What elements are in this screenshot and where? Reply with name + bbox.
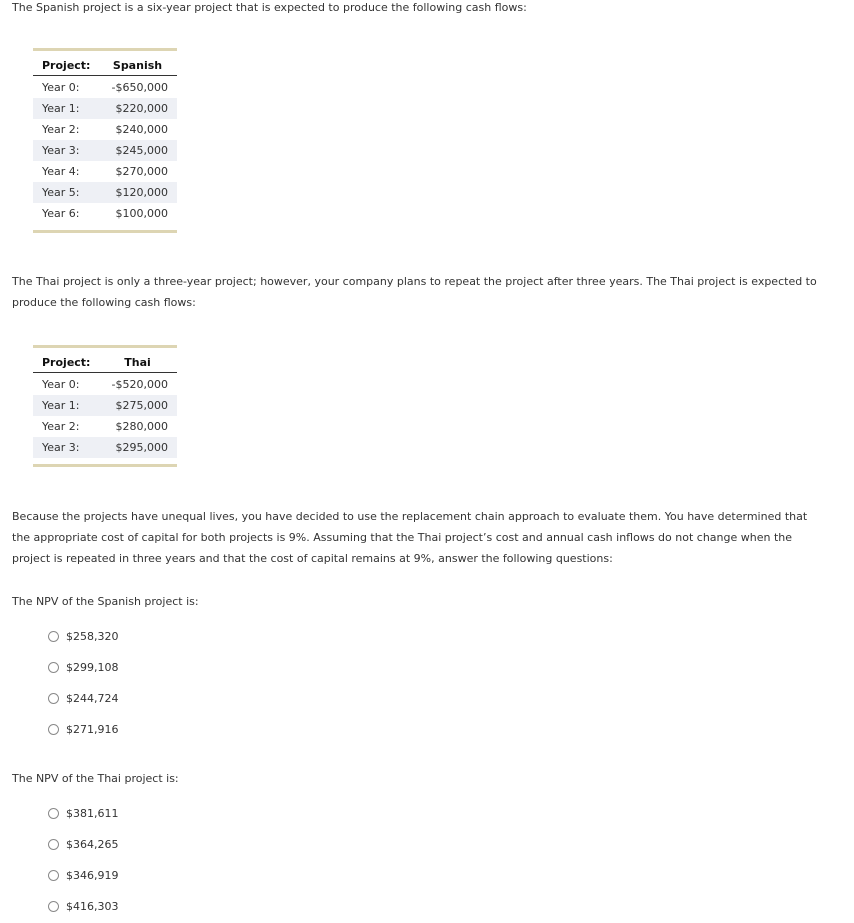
answer-option[interactable]: [48, 891, 119, 922]
spanish-npv-options: [48, 621, 119, 745]
cash-flow-value: $280,000: [115, 420, 168, 433]
radio-button[interactable]: [48, 808, 59, 819]
cash-flow-value: $245,000: [115, 144, 168, 157]
answer-option[interactable]: [48, 860, 119, 891]
table-row: [33, 182, 177, 203]
year-label: Year 4:: [42, 165, 80, 178]
radio-button[interactable]: [48, 693, 59, 704]
cash-flow-value: $270,000: [115, 165, 168, 178]
table-header: [33, 55, 177, 76]
year-label: Year 0:: [42, 81, 80, 94]
table-row: [33, 77, 177, 98]
table-row: [33, 416, 177, 437]
radio-button[interactable]: [48, 662, 59, 673]
question-thai-npv: The NPV of the Thai project is:: [12, 772, 179, 785]
table-row: [33, 395, 177, 416]
answer-option[interactable]: [48, 829, 119, 860]
answer-option[interactable]: [48, 683, 119, 714]
year-label: Year 0:: [42, 378, 80, 391]
table-row: [33, 140, 177, 161]
radio-button[interactable]: [48, 839, 59, 850]
question-spanish-npv: The NPV of the Spanish project is:: [12, 595, 199, 608]
option-label[interactable]: $416,303: [66, 900, 119, 913]
option-label[interactable]: $364,265: [66, 838, 119, 851]
answer-option[interactable]: [48, 714, 119, 745]
answer-option[interactable]: [48, 652, 119, 683]
thai-npv-options: [48, 798, 119, 922]
cash-flow-value: $275,000: [115, 399, 168, 412]
cash-flow-value: $100,000: [115, 207, 168, 220]
header-project-label: Project:: [42, 355, 91, 369]
table-row: [33, 119, 177, 140]
header-project-label: Project:: [42, 58, 91, 72]
option-label[interactable]: $244,724: [66, 692, 119, 705]
radio-button[interactable]: [48, 901, 59, 912]
answer-option[interactable]: [48, 798, 119, 829]
table-row: [33, 437, 177, 458]
table-row: [33, 374, 177, 395]
option-label[interactable]: $381,611: [66, 807, 119, 820]
thai-cash-flow-table: [33, 345, 177, 467]
cash-flow-value: -$520,000: [111, 378, 168, 391]
answer-option[interactable]: [48, 621, 119, 652]
cash-flow-value: $120,000: [115, 186, 168, 199]
intro-thai-text: The Thai project is only a three-year project; however, your company plans to repeat the project after three years. The Thai project is expected to produce the following cash flows:: [12, 275, 817, 309]
year-label: Year 3:: [42, 441, 80, 454]
table-row: [33, 98, 177, 119]
cash-flow-value: -$650,000: [111, 81, 168, 94]
radio-button[interactable]: [48, 724, 59, 735]
option-label[interactable]: $346,919: [66, 869, 119, 882]
year-label: Year 3:: [42, 144, 80, 157]
table-row: [33, 203, 177, 224]
year-label: Year 2:: [42, 123, 80, 136]
table-header: [33, 352, 177, 373]
header-project-name: Spanish: [112, 58, 163, 72]
cash-flow-value: $240,000: [115, 123, 168, 136]
year-label: Year 1:: [42, 399, 80, 412]
option-label[interactable]: $258,320: [66, 630, 119, 643]
radio-button[interactable]: [48, 870, 59, 881]
header-project-name: Thai: [124, 355, 151, 369]
option-label[interactable]: $271,916: [66, 723, 119, 736]
option-label[interactable]: $299,108: [66, 661, 119, 674]
radio-button[interactable]: [48, 631, 59, 642]
cash-flow-value: $295,000: [115, 441, 168, 454]
year-label: Year 1:: [42, 102, 80, 115]
year-label: Year 6:: [42, 207, 80, 220]
instructions-text: Because the projects have unequal lives, you have decided to use the replacement chain approach to evaluate them. You have determined that the appropriate cost of capital for both projects is 9%. Assuming that the Thai project’s cost and annual cash inflows do not change when the project is repeated in three years and that the cost of capital remains at 9%, answer the following questions:: [12, 510, 808, 565]
spanish-cash-flow-table: [33, 48, 177, 233]
table-row: [33, 161, 177, 182]
intro-spanish-text: The Spanish project is a six-year project that is expected to produce the following cash flows:: [12, 1, 527, 14]
year-label: Year 5:: [42, 186, 80, 199]
year-label: Year 2:: [42, 420, 80, 433]
cash-flow-value: $220,000: [115, 102, 168, 115]
